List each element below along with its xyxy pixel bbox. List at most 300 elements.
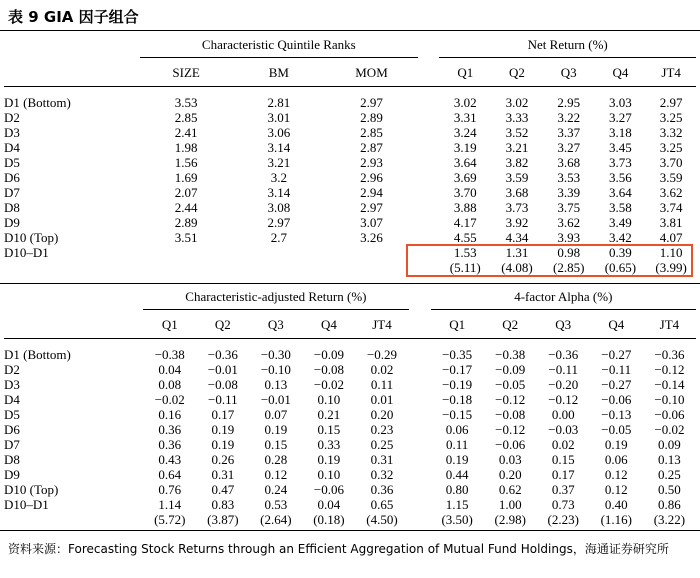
column-gap (418, 230, 440, 245)
cell-value: 3.08 (267, 200, 291, 215)
cell-value: 2.07 (174, 185, 198, 200)
cell-value: 3.56 (609, 170, 632, 185)
cell-value: −0.15 (442, 407, 473, 422)
column-gap (409, 392, 431, 407)
column-header: JT4 (355, 310, 408, 339)
cell-value: 0.17 (551, 467, 575, 482)
cell-value: −0.02 (654, 422, 685, 437)
cell-value: −0.11 (601, 362, 632, 377)
cell-value: 0.19 (317, 452, 341, 467)
cell-value: 0.23 (370, 422, 394, 437)
cell-value: 0.86 (658, 497, 681, 512)
table-row (4, 110, 696, 125)
table-row (4, 482, 696, 497)
cell-value: 0.24 (264, 482, 288, 497)
cell-value: 3.49 (609, 215, 632, 230)
cell-value: 3.51 (174, 230, 198, 245)
column-gap (409, 407, 431, 422)
row-label: D1 (Bottom) (4, 347, 71, 362)
column-gap (409, 512, 431, 527)
cell-value: 3.92 (505, 215, 529, 230)
cell-value: −0.02 (313, 377, 344, 392)
column-gap (418, 215, 440, 230)
column-gap (409, 347, 431, 362)
cell-value: −0.01 (260, 392, 291, 407)
table-row (4, 392, 696, 407)
table-row (4, 512, 696, 527)
cell-value: 0.03 (498, 452, 522, 467)
row-label: D9 (4, 467, 20, 482)
cell-value: −0.19 (442, 377, 473, 392)
cell-value: 3.53 (557, 170, 581, 185)
column-gap (418, 140, 440, 155)
cell-value: 3.70 (453, 185, 477, 200)
row-label: D4 (4, 140, 20, 155)
cell-value: 0.12 (604, 482, 628, 497)
cell-value: 1.31 (505, 245, 529, 260)
cell-value: 3.21 (505, 140, 529, 155)
cell-value: 1.98 (174, 140, 198, 155)
cell-value: 0.12 (604, 467, 628, 482)
cell-value: 0.12 (264, 467, 288, 482)
cell-value: −0.18 (442, 392, 473, 407)
cell-value: 3.81 (659, 215, 683, 230)
cell-value: 3.32 (659, 125, 683, 140)
column-header: Q4 (302, 310, 355, 339)
cell-value: 3.68 (505, 185, 529, 200)
cell-value: −0.36 (207, 347, 238, 362)
cell-value: 3.74 (659, 200, 683, 215)
cell-value: (3.99) (655, 260, 687, 275)
cell-value: 2.95 (557, 95, 581, 110)
row-label: D8 (4, 452, 20, 467)
row-label: D9 (4, 215, 20, 230)
cell-value: 0.04 (158, 362, 182, 377)
cell-value: 2.81 (267, 95, 291, 110)
cell-value: 3.25 (659, 110, 683, 125)
column-gap (418, 185, 440, 200)
column-header: BM (232, 58, 325, 87)
cell-value: −0.27 (601, 347, 632, 362)
cell-value: −0.10 (260, 362, 291, 377)
cell-value: 0.08 (158, 377, 182, 392)
row-label: D7 (4, 185, 20, 200)
cell-value: −0.01 (207, 362, 238, 377)
group-header: 4-factor Alpha (%) (431, 283, 696, 310)
cell-value: 3.73 (505, 200, 529, 215)
row-label: D1 (Bottom) (4, 95, 71, 110)
cell-value: (5.72) (154, 512, 186, 527)
cell-value: 0.32 (370, 467, 394, 482)
cell-value: −0.20 (548, 377, 579, 392)
cell-value: −0.12 (654, 362, 685, 377)
cell-value: (3.22) (653, 512, 686, 527)
cell-value: 2.7 (270, 230, 287, 245)
cell-value: −0.36 (548, 347, 579, 362)
cell-value: 2.97 (659, 95, 683, 110)
row-label: D10 (Top) (4, 230, 59, 245)
cell-value: 0.37 (551, 482, 575, 497)
cell-value: 0.00 (551, 407, 575, 422)
table-row (4, 362, 696, 377)
cell-value: 0.83 (211, 497, 235, 512)
cell-value: −0.03 (548, 422, 579, 437)
cell-value: 3.88 (453, 200, 477, 215)
cell-value: 3.69 (453, 170, 477, 185)
cell-value: −0.06 (495, 437, 526, 452)
table-row (4, 452, 696, 467)
cell-value: 0.33 (317, 437, 341, 452)
cell-value: 0.19 (264, 422, 288, 437)
column-gap (409, 422, 431, 437)
cell-value: 0.07 (264, 407, 288, 422)
cell-value: 0.65 (370, 497, 394, 512)
cell-value: 3.18 (609, 125, 632, 140)
cell-value: 0.19 (445, 452, 469, 467)
cell-value: 0.25 (658, 467, 681, 482)
cell-value: 3.24 (453, 125, 477, 140)
cell-value: 0.16 (158, 407, 182, 422)
column-gap (418, 170, 440, 185)
column-header: JT4 (643, 310, 696, 339)
group-header: Net Return (%) (439, 31, 696, 58)
cell-value: −0.11 (548, 362, 579, 377)
table-row (4, 95, 696, 110)
cell-value: 2.97 (360, 95, 383, 110)
column-header: Q1 (439, 58, 491, 87)
cell-value: 3.27 (557, 140, 581, 155)
cell-value: 2.41 (174, 125, 198, 140)
cell-value: 2.89 (360, 110, 383, 125)
cell-value: 0.76 (158, 482, 182, 497)
table-title: 表 9 GIA 因子组合 (8, 8, 139, 26)
cell-value: −0.10 (654, 392, 685, 407)
cell-value (140, 245, 233, 260)
cell-value: 1.00 (498, 497, 522, 512)
cell-value: 0.02 (370, 362, 394, 377)
cell-value: 4.07 (659, 230, 683, 245)
cell-value: 2.97 (267, 215, 291, 230)
cell-value: (3.50) (441, 512, 473, 527)
table-row (4, 125, 696, 140)
table-row (4, 155, 696, 170)
cell-value: 3.27 (609, 110, 632, 125)
cell-value: 3.21 (267, 155, 291, 170)
group-header: Characteristic Quintile Ranks (140, 31, 418, 58)
cell-value (232, 260, 325, 275)
cell-value: 3.42 (609, 230, 632, 245)
column-header: Q1 (431, 310, 484, 339)
cell-value: 0.20 (370, 407, 394, 422)
row-label: D2 (4, 362, 20, 377)
cell-value: −0.08 (313, 362, 344, 377)
cell-value: (5.11) (449, 260, 481, 275)
cell-value: 0.19 (211, 422, 235, 437)
cell-value: 2.87 (360, 140, 383, 155)
cell-value: −0.08 (207, 377, 238, 392)
row-label: D10–D1 (4, 245, 49, 260)
column-gap (418, 110, 440, 125)
table-row (4, 200, 696, 215)
cell-value: 3.45 (609, 140, 632, 155)
cell-value: (3.87) (207, 512, 239, 527)
cell-value: 1.14 (158, 497, 182, 512)
table-row (4, 185, 696, 200)
cell-value: −0.06 (654, 407, 685, 422)
cell-value: 3.22 (557, 110, 581, 125)
cell-value: 3.82 (505, 155, 529, 170)
cell-value: 0.36 (370, 482, 394, 497)
cell-value: 3.39 (557, 185, 581, 200)
cell-value: 3.26 (360, 230, 383, 245)
cell-value: −0.30 (260, 347, 291, 362)
cell-value: 3.33 (505, 110, 529, 125)
cell-value: 0.19 (604, 437, 628, 452)
cell-value: 0.39 (609, 245, 632, 260)
column-gap (409, 452, 431, 467)
cell-value: 3.02 (505, 95, 529, 110)
cell-value: 0.13 (264, 377, 288, 392)
cell-value: 2.97 (360, 200, 383, 215)
cell-value: −0.12 (495, 392, 526, 407)
row-label: D8 (4, 200, 20, 215)
cell-value: −0.13 (601, 407, 632, 422)
cell-value: 0.43 (158, 452, 182, 467)
cell-value: 0.11 (446, 437, 469, 452)
cell-value: (4.08) (501, 260, 533, 275)
row-label: D5 (4, 155, 20, 170)
cell-value: 0.21 (317, 407, 341, 422)
cell-value: (1.16) (600, 512, 632, 527)
cell-value: 2.85 (174, 110, 198, 125)
table-row (4, 140, 696, 155)
table-row (4, 497, 696, 512)
row-label (4, 512, 143, 527)
cell-value: 0.80 (445, 482, 469, 497)
cell-value: −0.09 (313, 347, 344, 362)
table-row (4, 347, 696, 362)
cell-value: 0.15 (264, 437, 288, 452)
cell-value: −0.14 (654, 377, 685, 392)
cell-value: 0.44 (445, 467, 469, 482)
row-label (4, 260, 140, 275)
column-gap (418, 125, 440, 140)
cell-value: 3.14 (267, 140, 291, 155)
cell-value: 3.02 (453, 95, 477, 110)
net-return-table (4, 31, 696, 275)
cell-value: (2.23) (547, 512, 579, 527)
cell-value: 3.64 (453, 155, 477, 170)
cell-value: 0.62 (498, 482, 522, 497)
cell-value: 4.55 (453, 230, 477, 245)
alpha-table (4, 283, 696, 527)
cell-value: −0.36 (654, 347, 685, 362)
cell-value: 3.2 (270, 170, 287, 185)
cell-value: 3.25 (659, 140, 683, 155)
table-row (4, 170, 696, 185)
cell-value: 0.73 (551, 497, 575, 512)
column-gap (409, 467, 431, 482)
cell-value: −0.12 (548, 392, 579, 407)
column-header: Q1 (143, 310, 196, 339)
cell-value: −0.08 (495, 407, 526, 422)
cell-value: 4.34 (505, 230, 529, 245)
row-label: D7 (4, 437, 20, 452)
column-gap (409, 482, 431, 497)
cell-value: 0.31 (211, 467, 235, 482)
cell-value: −0.35 (442, 347, 473, 362)
cell-value: 0.15 (317, 422, 341, 437)
cell-value: 1.15 (445, 497, 469, 512)
cell-value: (4.50) (366, 512, 398, 527)
cell-value: 3.62 (659, 185, 683, 200)
column-header: Q3 (249, 310, 302, 339)
cell-value: −0.29 (366, 347, 398, 362)
group-header: Characteristic-adjusted Return (%) (143, 283, 408, 310)
table-row (4, 407, 696, 422)
cell-value: 0.13 (658, 452, 681, 467)
highlight-box (406, 244, 693, 277)
cell-value: −0.06 (601, 392, 632, 407)
cell-value: (2.98) (494, 512, 526, 527)
cell-value: 2.44 (174, 200, 198, 215)
cell-value: 0.31 (370, 452, 394, 467)
cell-value: −0.38 (154, 347, 185, 362)
cell-value: 1.53 (453, 245, 477, 260)
column-gap (409, 497, 431, 512)
source-note: 资料来源：Forecasting Stock Returns through an Efficient Aggregation of Mutual Fund Holdings，海通证券研究所 (8, 542, 669, 556)
cell-value: 3.01 (267, 110, 291, 125)
table-row (4, 215, 696, 230)
bottom-rule (0, 530, 700, 531)
cell-value: 0.40 (604, 497, 628, 512)
cell-value: 0.28 (264, 452, 288, 467)
cell-value: 0.36 (158, 437, 182, 452)
cell-value (325, 245, 418, 260)
row-label: D4 (4, 392, 20, 407)
cell-value: 3.19 (453, 140, 477, 155)
cell-value: −0.11 (208, 392, 238, 407)
cell-value: 0.04 (317, 497, 341, 512)
cell-value: −0.09 (495, 362, 526, 377)
cell-value (325, 260, 418, 275)
column-header: Q4 (590, 310, 643, 339)
cell-value: 0.25 (370, 437, 394, 452)
cell-value: −0.27 (601, 377, 632, 392)
cell-value: 3.59 (505, 170, 529, 185)
cell-value: 3.06 (267, 125, 291, 140)
cell-value: 1.56 (174, 155, 198, 170)
column-header: SIZE (140, 58, 233, 87)
row-label: D5 (4, 407, 20, 422)
cell-value: −0.02 (154, 392, 185, 407)
cell-value: 3.53 (174, 95, 198, 110)
cell-value: 0.09 (658, 437, 681, 452)
cell-value: −0.06 (313, 482, 344, 497)
cell-value: 0.15 (551, 452, 575, 467)
column-gap (418, 200, 440, 215)
cell-value: 0.02 (551, 437, 575, 452)
cell-value: 0.50 (658, 482, 681, 497)
column-gap (409, 362, 431, 377)
column-header: Q2 (491, 58, 543, 87)
cell-value: (2.64) (260, 512, 292, 527)
cell-value: −0.17 (442, 362, 473, 377)
column-header: MOM (325, 58, 418, 87)
cell-value: 3.58 (609, 200, 632, 215)
cell-value: (2.85) (552, 260, 585, 275)
cell-value: 0.20 (498, 467, 522, 482)
cell-value: 3.14 (267, 185, 291, 200)
table-row (4, 437, 696, 452)
cell-value: 0.01 (370, 392, 394, 407)
column-header: Q2 (196, 310, 249, 339)
column-header: JT4 (646, 58, 696, 87)
cell-value: 3.68 (557, 155, 581, 170)
cell-value: (0.18) (313, 512, 345, 527)
cell-value: 3.64 (609, 185, 632, 200)
cell-value: 2.85 (360, 125, 383, 140)
column-gap (418, 155, 440, 170)
cell-value: 2.93 (360, 155, 383, 170)
cell-value: 2.94 (360, 185, 383, 200)
row-label: D6 (4, 170, 20, 185)
cell-value (232, 245, 325, 260)
column-gap (409, 377, 431, 392)
table-row (4, 422, 696, 437)
cell-value: 0.64 (158, 467, 182, 482)
cell-value: 3.52 (505, 125, 529, 140)
row-label: D3 (4, 377, 20, 392)
column-header: Q4 (595, 58, 647, 87)
cell-value: 2.89 (174, 215, 198, 230)
cell-value: −0.38 (495, 347, 526, 362)
cell-value: 3.59 (659, 170, 683, 185)
row-label: D10 (Top) (4, 482, 59, 497)
table-row (4, 230, 696, 245)
row-label: D2 (4, 110, 20, 125)
cell-value: 3.73 (609, 155, 632, 170)
column-header: Q3 (537, 310, 590, 339)
column-header: Q3 (543, 58, 595, 87)
cell-value: −0.05 (601, 422, 632, 437)
cell-value: 0.10 (317, 392, 341, 407)
cell-value: 0.36 (158, 422, 182, 437)
cell-value: 3.75 (557, 200, 581, 215)
row-label: D10–D1 (4, 497, 49, 512)
cell-value: 3.93 (557, 230, 581, 245)
cell-value (140, 260, 233, 275)
column-header: Q2 (484, 310, 537, 339)
cell-value: 0.98 (557, 245, 581, 260)
cell-value: −0.05 (495, 377, 526, 392)
cell-value: 0.19 (211, 437, 235, 452)
row-label: D6 (4, 422, 20, 437)
cell-value: 3.31 (453, 110, 477, 125)
cell-value: 3.62 (557, 215, 581, 230)
row-label: D3 (4, 125, 20, 140)
cell-value: 4.17 (453, 215, 477, 230)
cell-value: 0.17 (211, 407, 235, 422)
cell-value: 0.26 (211, 452, 235, 467)
cell-value: 0.06 (604, 452, 628, 467)
cell-value: 0.06 (445, 422, 469, 437)
cell-value: 1.10 (659, 245, 683, 260)
cell-value: 0.10 (317, 467, 341, 482)
column-gap (409, 437, 431, 452)
cell-value: 0.53 (264, 497, 288, 512)
cell-value: (0.65) (604, 260, 637, 275)
